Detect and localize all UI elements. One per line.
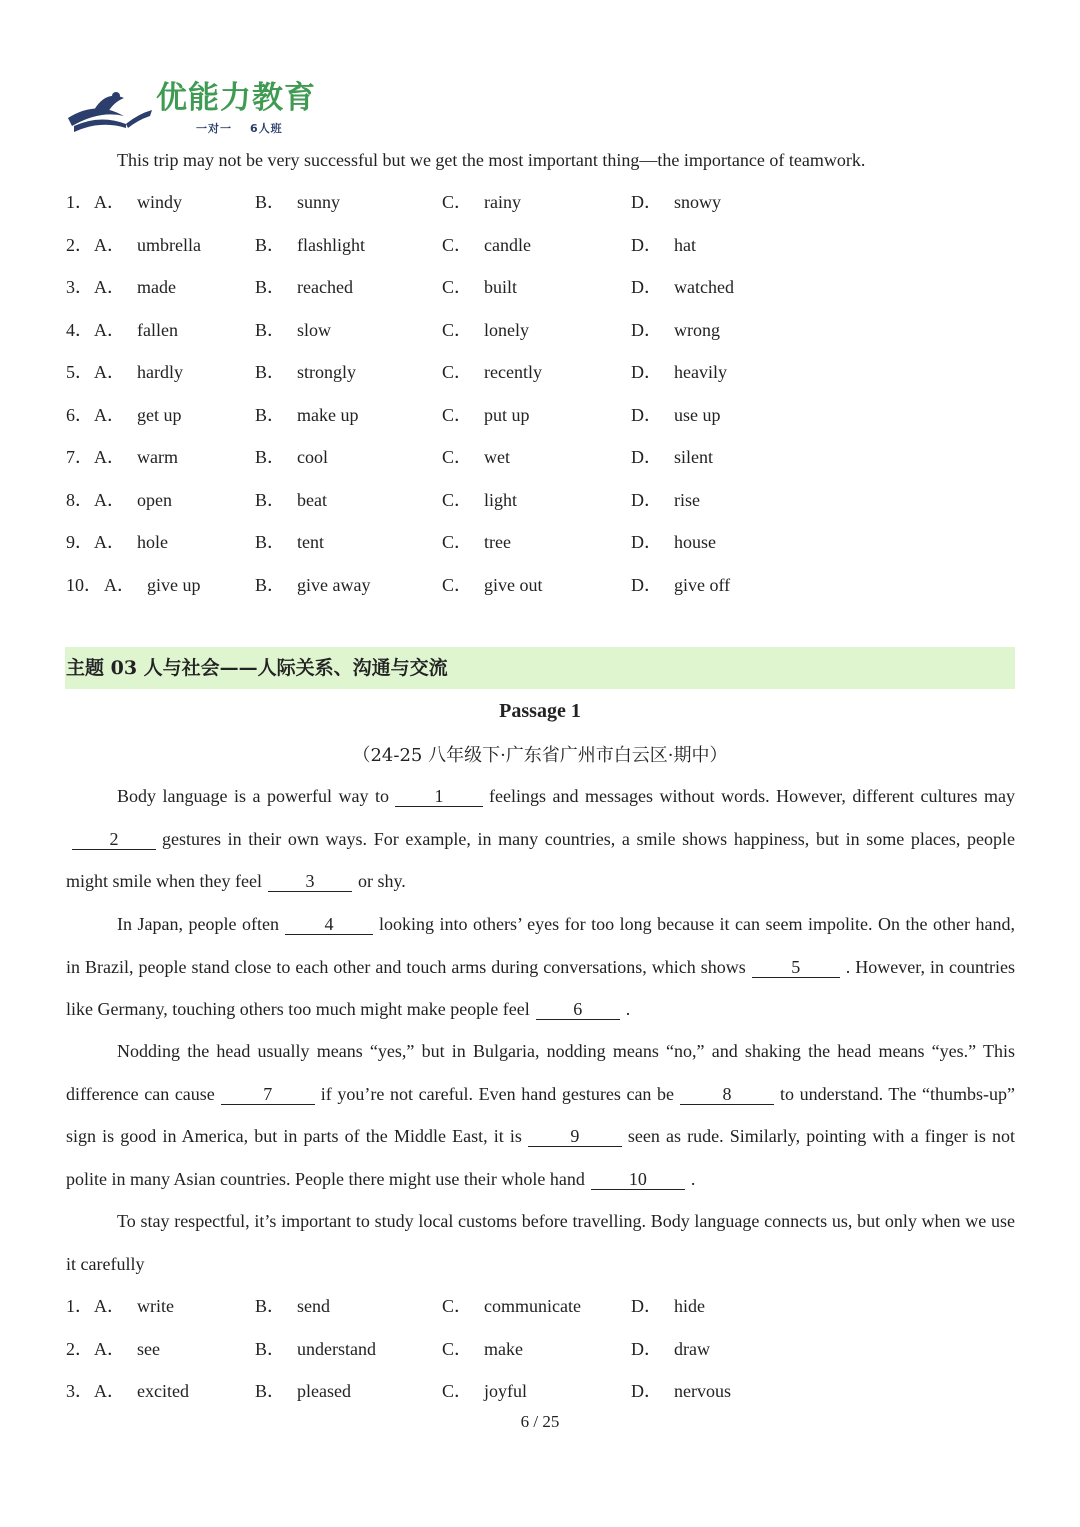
option-text: make <box>484 1338 523 1359</box>
question-number: 4． <box>66 319 93 340</box>
option-text: make up <box>297 404 359 425</box>
question-number: 7． <box>66 447 93 467</box>
option-b[interactable] <box>255 403 359 427</box>
option-letter: D． <box>631 234 662 255</box>
option-letter: D． <box>631 574 662 595</box>
option-letter: C． <box>442 319 473 340</box>
option-letter: C． <box>442 489 473 510</box>
option-text: tent <box>297 532 325 552</box>
option-c[interactable] <box>442 360 542 384</box>
question-row <box>66 1294 966 1318</box>
blank-7[interactable]: 7 <box>221 1084 315 1105</box>
option-b[interactable] <box>255 1337 376 1361</box>
option-a[interactable] <box>94 190 182 214</box>
question-row <box>66 233 966 257</box>
paragraph-3: Nodding the head usually means “yes,” but in Bulgaria, nodding means “no,” and shaking the head means “yes.” This difference can cause 7 if you’re not careful. Even hand gestures can be 8 to understand. The “thumbs-up” sign is good in America, but in parts of the Middle East, it is 9 seen as rude. Similarly, pointing with a finger is not polite in many Asian countries. People there might use their whole hand 10 . <box>66 1041 1015 1189</box>
option-text: wrong <box>674 319 720 340</box>
option-b[interactable] <box>255 233 365 257</box>
option-letter: D． <box>631 532 662 552</box>
option-letter: C． <box>442 404 473 425</box>
option-d[interactable] <box>631 190 721 214</box>
option-letter: A． <box>94 277 125 297</box>
option-letter: B． <box>255 277 286 297</box>
option-d[interactable] <box>631 318 720 342</box>
question-row <box>66 1337 966 1361</box>
option-text: lonely <box>484 319 530 340</box>
option-text: recently <box>484 362 542 382</box>
option-text: heavily <box>674 362 727 382</box>
option-text: made <box>137 277 176 297</box>
option-letter: C． <box>442 1338 473 1359</box>
option-letter: C． <box>442 277 473 297</box>
option-letter: D． <box>631 1381 662 1401</box>
option-letter: B． <box>255 447 286 467</box>
option-d[interactable] <box>631 1294 705 1318</box>
question-number: 6． <box>66 404 93 425</box>
option-letter: B． <box>255 319 286 340</box>
option-a[interactable] <box>94 403 182 427</box>
option-text: silent <box>674 447 713 467</box>
option-letter: A． <box>104 574 135 595</box>
option-a[interactable] <box>94 530 168 554</box>
option-letter: A． <box>94 362 125 382</box>
option-c[interactable] <box>442 190 521 214</box>
option-text: get up <box>137 404 182 425</box>
option-b[interactable] <box>255 573 370 597</box>
option-text: nervous <box>674 1381 731 1401</box>
question-row <box>66 530 966 554</box>
section-banner: 主题 03 人与社会——人际关系、沟通与交流 <box>65 647 1015 689</box>
option-text: warm <box>137 447 178 467</box>
option-text: put up <box>484 404 530 425</box>
option-text: see <box>137 1338 160 1359</box>
intro-line: This trip may not be very successful but we get the most important thing—the importance of teamwork. <box>117 150 866 170</box>
blank-9[interactable]: 9 <box>528 1126 622 1147</box>
option-text: rise <box>674 489 700 510</box>
option-text: hole <box>137 532 168 552</box>
option-d[interactable] <box>631 530 716 554</box>
option-b[interactable] <box>255 488 327 512</box>
question-row <box>66 1379 966 1403</box>
option-text: watched <box>674 277 734 297</box>
option-letter: D． <box>631 489 662 510</box>
blank-1[interactable]: 1 <box>395 786 483 807</box>
question-row <box>66 360 966 384</box>
paragraph-2: In Japan, people often 4 looking into others’ eyes for too long because it can seem impolite. On the other hand, in Brazil, people stand close to each other and touch arms during conversations, which shows 5 . However, in countries like Germany, touching others too much might make people feel 6 . <box>66 914 1015 1019</box>
option-a[interactable] <box>94 1294 174 1318</box>
question-number: 1． <box>66 1296 93 1316</box>
option-text: beat <box>297 489 327 510</box>
question-number: 2． <box>66 1338 93 1359</box>
question-row <box>66 190 966 214</box>
option-text: understand <box>297 1338 376 1359</box>
option-text: reached <box>297 277 353 297</box>
option-letter: B． <box>255 404 286 425</box>
blank-5[interactable]: 5 <box>752 957 840 978</box>
option-c[interactable] <box>442 233 531 257</box>
question-row <box>66 403 966 427</box>
option-text: give off <box>674 574 731 595</box>
option-a[interactable] <box>94 1337 160 1361</box>
option-letter: A． <box>94 319 125 340</box>
option-letter: D． <box>631 362 662 382</box>
option-text: light <box>484 489 518 510</box>
option-d[interactable] <box>631 488 700 512</box>
question-number: 1． <box>66 192 93 212</box>
option-d[interactable] <box>631 1379 731 1403</box>
question-row <box>66 488 966 512</box>
option-a[interactable] <box>94 488 172 512</box>
option-text: write <box>137 1296 174 1316</box>
option-letter: B． <box>255 1296 286 1316</box>
option-b[interactable] <box>255 275 353 299</box>
brand-name: 优能力教育 <box>156 80 316 116</box>
question-number: 10． <box>66 574 102 595</box>
option-letter: A． <box>94 1381 125 1401</box>
blank-8[interactable]: 8 <box>680 1084 774 1105</box>
option-text: snowy <box>674 192 722 212</box>
passage-source: （24-25 八年级下·广东省广州市白云区·期中） <box>352 745 728 766</box>
option-text: cool <box>297 447 329 467</box>
option-letter: D． <box>631 1338 662 1359</box>
option-c[interactable] <box>442 275 517 299</box>
option-text: draw <box>674 1338 710 1359</box>
question-number: 3． <box>66 1381 93 1401</box>
option-d[interactable] <box>631 573 730 597</box>
option-c[interactable] <box>442 530 511 554</box>
paragraph-1: Body language is a powerful way to 1 feelings and messages without words. However, different cultures may2 gestures in their own ways. For example, in many countries, a smile shows happiness, but in some places, people might smile when they feel 3 or shy. <box>66 786 1015 891</box>
option-text: fallen <box>137 319 178 340</box>
option-letter: A． <box>94 192 125 212</box>
option-c[interactable] <box>442 573 543 597</box>
paragraph-4: To stay respectful, it’s important to study local customs before travelling. Body language connects us, but only when we use it carefully <box>66 1211 1015 1274</box>
option-letter: A． <box>94 489 125 510</box>
option-letter: D． <box>631 319 662 340</box>
option-letter: D． <box>631 1296 662 1316</box>
option-letter: B． <box>255 192 286 212</box>
blank-3[interactable]: 3 <box>268 871 352 892</box>
passage-title: Passage 1 <box>499 700 581 722</box>
option-text: pleased <box>297 1381 351 1401</box>
option-c[interactable] <box>442 1294 581 1318</box>
option-text: built <box>484 277 518 297</box>
option-b[interactable] <box>255 1294 330 1318</box>
option-letter: C． <box>442 1296 473 1316</box>
option-a[interactable] <box>94 1379 189 1403</box>
option-b[interactable] <box>255 190 340 214</box>
option-text: flashlight <box>297 234 366 255</box>
option-letter: B． <box>255 574 286 595</box>
option-text: umbrella <box>137 234 201 255</box>
option-letter: B． <box>255 362 286 382</box>
option-c[interactable] <box>442 1337 523 1361</box>
option-a[interactable] <box>104 573 201 597</box>
brand-subtitle: 一对一 6人班 <box>196 122 283 135</box>
option-letter: B． <box>255 1338 286 1359</box>
option-text: give up <box>147 574 201 595</box>
option-text: candle <box>484 234 531 255</box>
option-text: use up <box>674 404 721 425</box>
option-b[interactable] <box>255 360 356 384</box>
option-letter: D． <box>631 447 662 467</box>
blank-10[interactable]: 10 <box>591 1169 685 1190</box>
option-a[interactable] <box>94 275 176 299</box>
option-text: strongly <box>297 362 357 382</box>
option-letter: C． <box>442 234 473 255</box>
option-letter: D． <box>631 404 662 425</box>
option-text: give out <box>484 574 543 595</box>
option-text: hat <box>674 234 696 255</box>
option-c[interactable] <box>442 403 530 427</box>
question-number: 3． <box>66 277 93 297</box>
question-number: 9． <box>66 532 93 552</box>
option-text: hide <box>674 1296 705 1316</box>
option-text: send <box>297 1296 331 1316</box>
option-letter: C． <box>442 1381 473 1401</box>
option-b[interactable] <box>255 318 331 342</box>
option-letter: C． <box>442 532 473 552</box>
option-letter: C． <box>442 362 473 382</box>
page-number: 6 / 25 <box>520 1412 560 1431</box>
blank-2[interactable]: 2 <box>72 829 156 850</box>
question-row <box>66 573 966 597</box>
option-letter: A． <box>94 1338 125 1359</box>
option-letter: B． <box>255 1381 286 1401</box>
option-letter: B． <box>255 489 286 510</box>
question-number: 2． <box>66 234 93 255</box>
option-text: hardly <box>137 362 183 382</box>
blank-4[interactable]: 4 <box>285 914 373 935</box>
option-letter: D． <box>631 277 662 297</box>
option-c[interactable] <box>442 488 517 512</box>
option-text: give away <box>297 574 371 595</box>
option-letter: C． <box>442 447 473 467</box>
option-letter: A． <box>94 447 125 467</box>
blank-6[interactable]: 6 <box>536 999 620 1020</box>
question-number: 8． <box>66 489 93 510</box>
option-text: slow <box>297 319 332 340</box>
option-b[interactable] <box>255 1379 351 1403</box>
option-letter: A． <box>94 404 125 425</box>
option-text: rainy <box>484 192 521 212</box>
option-a[interactable] <box>94 445 178 469</box>
option-letter: C． <box>442 192 473 212</box>
question-row <box>66 318 966 342</box>
option-d[interactable] <box>631 403 721 427</box>
option-letter: B． <box>255 234 286 255</box>
question-number: 5． <box>66 362 93 382</box>
option-letter: A． <box>94 1296 125 1316</box>
option-d[interactable] <box>631 445 713 469</box>
option-text: tree <box>484 532 511 552</box>
question-row <box>66 275 966 299</box>
option-b[interactable] <box>255 530 324 554</box>
option-d[interactable] <box>631 233 696 257</box>
option-b[interactable] <box>255 445 328 469</box>
option-c[interactable] <box>442 445 510 469</box>
question-row <box>66 445 966 469</box>
option-letter: B． <box>255 532 286 552</box>
option-d[interactable] <box>631 360 727 384</box>
option-letter: D． <box>631 192 662 212</box>
option-d[interactable] <box>631 275 734 299</box>
option-a[interactable] <box>94 360 183 384</box>
option-text: communicate <box>484 1296 581 1316</box>
option-letter: C． <box>442 574 473 595</box>
option-c[interactable] <box>442 1379 527 1403</box>
option-d[interactable] <box>631 1337 710 1361</box>
option-text: joyful <box>484 1381 528 1401</box>
option-a[interactable] <box>94 318 178 342</box>
option-text: windy <box>137 192 182 212</box>
option-letter: A． <box>94 532 125 552</box>
option-letter: A． <box>94 234 125 255</box>
option-c[interactable] <box>442 318 529 342</box>
option-text: house <box>674 532 716 552</box>
option-text: excited <box>137 1381 189 1401</box>
option-text: sunny <box>297 192 341 212</box>
option-text: open <box>137 489 172 510</box>
option-text: wet <box>484 447 511 467</box>
option-a[interactable] <box>94 233 201 257</box>
